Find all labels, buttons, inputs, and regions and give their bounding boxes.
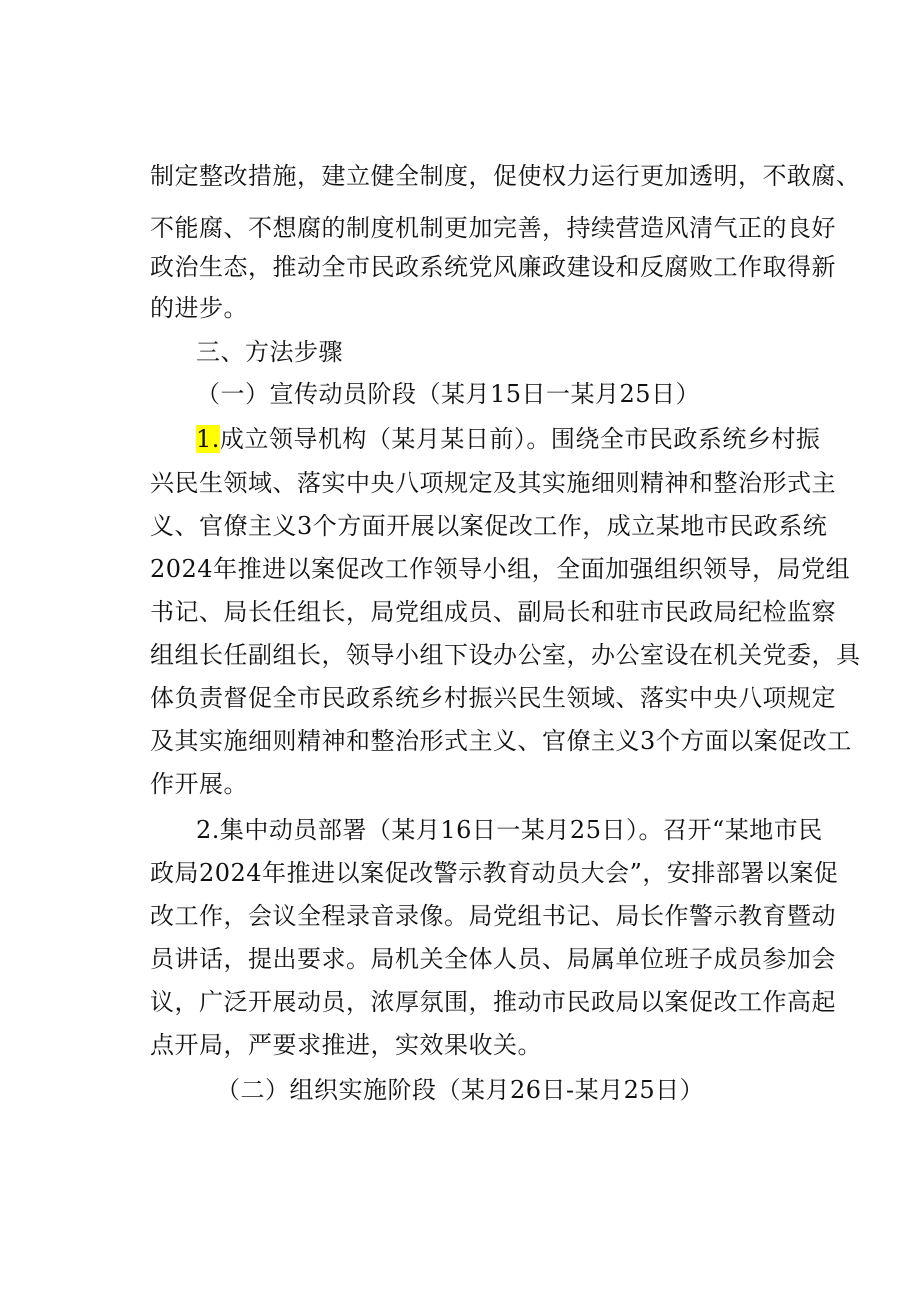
- paragraph-line: 不能腐、不想腐的制度机制更加完善，持续营造风清气正的良好: [150, 214, 836, 242]
- paragraph-line: 2.集中动员部署（某月16日一某月25日）。召开“某地市民: [196, 816, 823, 844]
- paragraph-line: 2024年推进以案促改工作领导小组，全面加强组织领导，局党组: [150, 555, 851, 583]
- subsection-heading: （二）组织实施阶段（某月26日-某月25日）: [216, 1076, 705, 1104]
- paragraph-text: 成立领导机构（某月某日前）。围绕全市民政系统乡村振: [219, 425, 821, 453]
- paragraph-line: 书记、局长任组长，局党组成员、副局长和驻市民政局纪检监察: [150, 598, 836, 626]
- paragraph-line: 兴民生领域、落实中央八项规定及其实施细则精神和整治形式主: [150, 469, 836, 497]
- paragraph-line: 的进步。: [150, 294, 248, 322]
- section-heading: 三、方法步骤: [196, 338, 343, 366]
- paragraph-line: 改工作，会议全程录音录像。局党组书记、局长作警示教育暨动: [150, 902, 836, 930]
- paragraph-line: 政治生态，推动全市民政系统党风廉政建设和反腐败工作取得新: [150, 253, 836, 281]
- subsection-heading: （一）宣传动员阶段（某月15日一某月25日）: [196, 380, 701, 408]
- paragraph-line: 员讲话，提出要求。局机关全体人员、局属单位班子成员参加会: [150, 945, 836, 973]
- paragraph-line: 制定整改措施，建立健全制度，促使权力运行更加透明，不敢腐、: [150, 162, 861, 190]
- paragraph-line: 体负责督促全市民政系统乡村振兴民生领域、落实中央八项规定: [150, 684, 836, 712]
- paragraph-line: 政局2024年推进以案促改警示教育动员大会”，安排部署以案促: [150, 859, 839, 887]
- paragraph-line: 组组长任副组长，领导小组下设办公室，办公室设在机关党委，具: [150, 641, 861, 669]
- paragraph-line: 点开局，严要求推进，实效果收关。: [150, 1031, 542, 1059]
- paragraph-line: [196, 423, 820, 455]
- paragraph-line: 义、官僚主义3个方面开展以案促改工作，成立某地市民政系统: [150, 512, 828, 540]
- paragraph-line: 及其实施细则精神和整治形式主义、官僚主义3个方面以案促改工: [150, 727, 852, 755]
- highlighted-item-number: 1.: [196, 425, 220, 453]
- paragraph-line: 议，广泛开展动员，浓厚氛围，推动市民政局以案促改工作高起: [150, 988, 836, 1016]
- paragraph-line: 作开展。: [150, 770, 248, 798]
